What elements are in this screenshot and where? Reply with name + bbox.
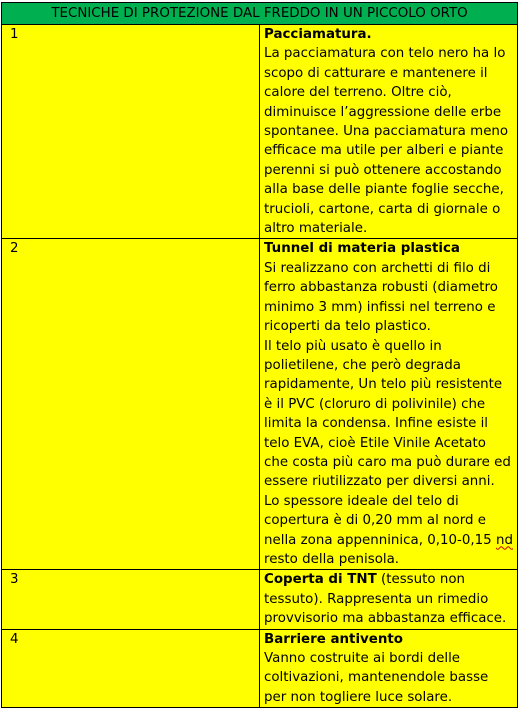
row-title: Barriere antivento [264,631,403,647]
table-row [2,239,518,570]
cold-protection-table [1,2,518,708]
table-row [2,25,518,239]
text-fragment: resto della penisola. [264,551,400,567]
table-header-row [2,3,518,25]
row-number: 1 [2,25,260,239]
row-paragraph: Il telo più usato è quello in polietilene, che però degrada rapidamente, Un telo più resistente è il PVC (cloruro di polivinile) che limita la condensa. Infine esiste il telo EVA, cioè Etile Vinile Acetato che costa più caro ma può durare ed essere riutilizzato per diversi anni. [264,338,511,490]
text-fragment: Lo spessore ideale del telo di copertura è di 0,20 mm al nord e nella zona appenninica, 0,10-0,15 [264,493,496,548]
table-header: TECNICHE DI PROTEZIONE DAL FREDDO IN UN PICCOLO ORTO [2,3,518,25]
table-row [2,629,518,708]
row-content [260,25,518,239]
row-paragraph: Si realizzano con archetti di filo di ferro abbastanza robusti (diametro minimo 3 mm) infissi nel terreno e ricoperti da telo plastico. [264,260,498,335]
document-table-wrapper [1,2,518,708]
table-row [2,570,518,629]
row-title: Coperta di TNT [264,572,377,588]
row-paragraph: La pacciamatura con telo nero ha lo scopo di catturare e mantenere il calore del terreno. Oltre ciò, diminuisce l’aggressione delle erbe spontanee. Una pacciamatura meno efficace ma utile per alberi e piante perenni si può ottenere accostando alla base delle piante foglie secche, trucioli, cartone, carta di giornale o altro materiale. [264,46,509,237]
row-number: 2 [2,239,260,570]
row-number: 3 [2,570,260,629]
spellcheck-flagged-word: nd [495,532,513,548]
row-paragraph: Vanno costruite ai bordi delle coltivazioni, mantenendole basse per non togliere luce solare. [264,651,489,705]
row-content [260,629,518,708]
row-text: (tessuto non tessuto). Rappresenta un rimedio provvisorio ma abbastanza efficace. [264,572,507,627]
row-number: 4 [2,629,260,708]
row-content [260,570,518,629]
row-title: Tunnel di materia plastica [264,241,460,257]
row-content [260,239,518,570]
row-paragraph [264,492,514,570]
row-title: Pacciamatura. [264,27,372,42]
